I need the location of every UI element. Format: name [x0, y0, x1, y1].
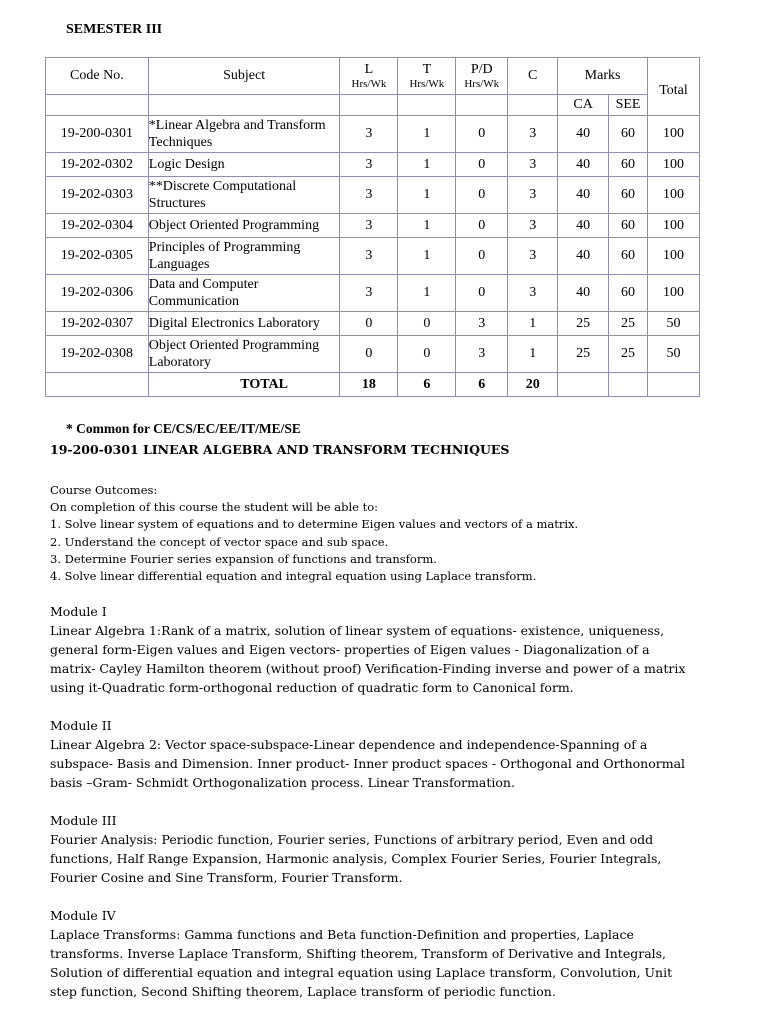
cell-see: 60	[609, 116, 648, 153]
table-row	[46, 238, 700, 275]
header-pd	[456, 58, 508, 95]
header-marks: Marks	[558, 58, 648, 95]
total-c: 20	[508, 373, 558, 397]
cell-see: 60	[609, 238, 648, 275]
cell-t: 1	[398, 214, 456, 238]
module-text: Linear Algebra 2: Vector space-subspace-Linear dependence and independence-Spanning of a subspace- Basis and Dimension. Inner product- Inner product spaces - Orthogonal and Orthonormal basis –Gram- Schmidt Orthogonalization process. Linear Transformation.	[50, 737, 686, 790]
cell-p: 0	[456, 153, 508, 177]
empty-cell	[456, 95, 508, 116]
course-outcomes	[50, 482, 750, 585]
cell-subject: Digital Electronics Laboratory	[148, 312, 340, 336]
header-pd-label: P/D	[470, 61, 493, 77]
cell-c: 3	[508, 275, 558, 312]
cell-subject: Object Oriented Programming	[148, 214, 340, 238]
cell-subject: **Discrete Computational Structures	[148, 177, 340, 214]
semester-title: SEMESTER III	[66, 22, 163, 37]
cell-ca: 40	[558, 238, 609, 275]
module-text: Laplace Transforms: Gamma functions and Beta function-Definition and properties, Laplace transforms. Inverse Laplace Transform, Shifting theorem, Transform of Derivative and Integrals, Solution of differential equation and integral equation using Laplace transform, Convolution, Unit step function, Second Shifting theorem, Laplace transform of periodic function.	[50, 927, 673, 999]
cell-t: 0	[398, 336, 456, 373]
cell-code: 19-202-0308	[46, 336, 149, 373]
cell-total: 100	[648, 116, 700, 153]
empty-cell	[46, 373, 149, 397]
cell-c: 3	[508, 238, 558, 275]
cell-l: 3	[340, 153, 398, 177]
module-text: Fourier Analysis: Periodic function, Fourier series, Functions of arbitrary period, Even and odd functions, Half Range Expansion, Harmonic analysis, Complex Fourier Series, Fourier Integrals, Fourier Cosine and Sine Transform, Fourier Transform.	[50, 832, 662, 885]
cell-l: 3	[340, 238, 398, 275]
empty-cell	[648, 373, 700, 397]
cell-c: 1	[508, 336, 558, 373]
cell-ca: 40	[558, 116, 609, 153]
total-label: TOTAL	[148, 373, 340, 397]
cell-ca: 40	[558, 177, 609, 214]
header-code: Code No.	[46, 58, 149, 95]
outcomes-heading: Course Outcomes:	[50, 483, 158, 497]
module-title: Module IV	[50, 908, 116, 923]
cell-see: 60	[609, 153, 648, 177]
header-pd-unit: Hrs/Wk	[464, 77, 500, 90]
empty-cell	[148, 95, 340, 116]
cell-subject: Object Oriented Programming Laboratory	[148, 336, 340, 373]
cell-code: 19-200-0301	[46, 116, 149, 153]
cell-ca: 25	[558, 336, 609, 373]
header-total: Total	[648, 58, 700, 116]
cell-l: 3	[340, 214, 398, 238]
cell-subject: Data and Computer Communication	[148, 275, 340, 312]
table-row	[46, 214, 700, 238]
cell-t: 1	[398, 153, 456, 177]
cell-subject: Principles of Programming Languages	[148, 238, 340, 275]
cell-c: 3	[508, 177, 558, 214]
cell-total: 100	[648, 153, 700, 177]
subheader-row	[46, 95, 700, 116]
module-1	[50, 602, 690, 697]
empty-cell	[340, 95, 398, 116]
cell-l: 0	[340, 336, 398, 373]
cell-p: 0	[456, 214, 508, 238]
cell-subject: *Linear Algebra and Transform Techniques	[148, 116, 340, 153]
cell-t: 0	[398, 312, 456, 336]
table-row	[46, 336, 700, 373]
header-t	[398, 58, 456, 95]
cell-t: 1	[398, 275, 456, 312]
cell-p: 0	[456, 275, 508, 312]
header-t-label: T	[422, 61, 432, 77]
cell-c: 1	[508, 312, 558, 336]
total-row	[46, 373, 700, 397]
course-table	[45, 57, 700, 397]
module-text: Linear Algebra 1:Rank of a matrix, solution of linear system of equations- existence, uniqueness, general form-Eigen values and Eigen vectors- properties of Eigen values - Diagonalization of a matrix- Cayley Hamilton theorem (without proof) Verification-Finding inverse and power of a matrix using it-Quadratic form-orthogonal reduction of quadratic form to Canonical form.	[50, 623, 686, 695]
outcome-item: 1. Solve linear system of equations and to determine Eigen values and vectors of a matrix.	[50, 517, 579, 532]
table-row	[46, 116, 700, 153]
module-4	[50, 906, 690, 1001]
cell-subject: Logic Design	[148, 153, 340, 177]
empty-cell	[558, 373, 609, 397]
cell-ca: 40	[558, 214, 609, 238]
cell-code: 19-202-0302	[46, 153, 149, 177]
outcomes-intro: On completion of this course the student will be able to:	[50, 500, 379, 515]
module-title: Module I	[50, 604, 107, 619]
cell-code: 19-202-0304	[46, 214, 149, 238]
header-row	[46, 58, 700, 95]
empty-cell	[609, 373, 648, 397]
cell-total: 50	[648, 336, 700, 373]
cell-code: 19-202-0307	[46, 312, 149, 336]
cell-total: 100	[648, 275, 700, 312]
header-l	[340, 58, 398, 95]
course-title: 19-200-0301 LINEAR ALGEBRA AND TRANSFORM TECHNIQUES	[50, 442, 510, 457]
modules-section	[50, 602, 690, 1020]
cell-p: 0	[456, 177, 508, 214]
cell-c: 3	[508, 214, 558, 238]
cell-see: 25	[609, 336, 648, 373]
cell-ca: 40	[558, 275, 609, 312]
header-subject: Subject	[148, 58, 340, 95]
cell-ca: 25	[558, 312, 609, 336]
cell-ca: 40	[558, 153, 609, 177]
cell-code: 19-202-0306	[46, 275, 149, 312]
total-l: 18	[340, 373, 398, 397]
cell-p: 0	[456, 116, 508, 153]
total-t: 6	[398, 373, 456, 397]
cell-l: 0	[340, 312, 398, 336]
cell-total: 50	[648, 312, 700, 336]
header-c: C	[508, 58, 558, 95]
cell-total: 100	[648, 177, 700, 214]
table-row	[46, 153, 700, 177]
cell-t: 1	[398, 238, 456, 275]
module-title: Module III	[50, 813, 117, 828]
outcome-item: 4. Solve linear differential equation and integral equation using Laplace transform.	[50, 569, 537, 584]
cell-total: 100	[648, 214, 700, 238]
cell-code: 19-202-0305	[46, 238, 149, 275]
header-see: SEE	[609, 95, 648, 116]
cell-see: 60	[609, 275, 648, 312]
cell-code: 19-202-0303	[46, 177, 149, 214]
cell-see: 60	[609, 177, 648, 214]
cell-t: 1	[398, 177, 456, 214]
table-row	[46, 275, 700, 312]
table-row	[46, 177, 700, 214]
empty-cell	[46, 95, 149, 116]
cell-l: 3	[340, 177, 398, 214]
cell-p: 3	[456, 312, 508, 336]
outcome-item: 3. Determine Fourier series expansion of functions and transform.	[50, 551, 437, 566]
common-note: * Common for CE/CS/EC/EE/IT/ME/SE	[66, 421, 301, 436]
cell-l: 3	[340, 275, 398, 312]
outcome-item: 2. Understand the concept of vector space and sub space.	[50, 534, 389, 549]
cell-l: 3	[340, 116, 398, 153]
cell-p: 0	[456, 238, 508, 275]
cell-c: 3	[508, 116, 558, 153]
cell-t: 1	[398, 116, 456, 153]
table-row	[46, 312, 700, 336]
module-2	[50, 716, 690, 792]
header-t-unit: Hrs/Wk	[409, 77, 445, 90]
cell-see: 25	[609, 312, 648, 336]
cell-p: 3	[456, 336, 508, 373]
cell-c: 3	[508, 153, 558, 177]
total-p: 6	[456, 373, 508, 397]
header-ca: CA	[558, 95, 609, 116]
header-l-unit: Hrs/Wk	[351, 77, 387, 90]
cell-total: 100	[648, 238, 700, 275]
empty-cell	[508, 95, 558, 116]
cell-see: 60	[609, 214, 648, 238]
module-3	[50, 811, 690, 887]
module-title: Module II	[50, 718, 112, 733]
header-l-label: L	[364, 61, 374, 77]
empty-cell	[398, 95, 456, 116]
